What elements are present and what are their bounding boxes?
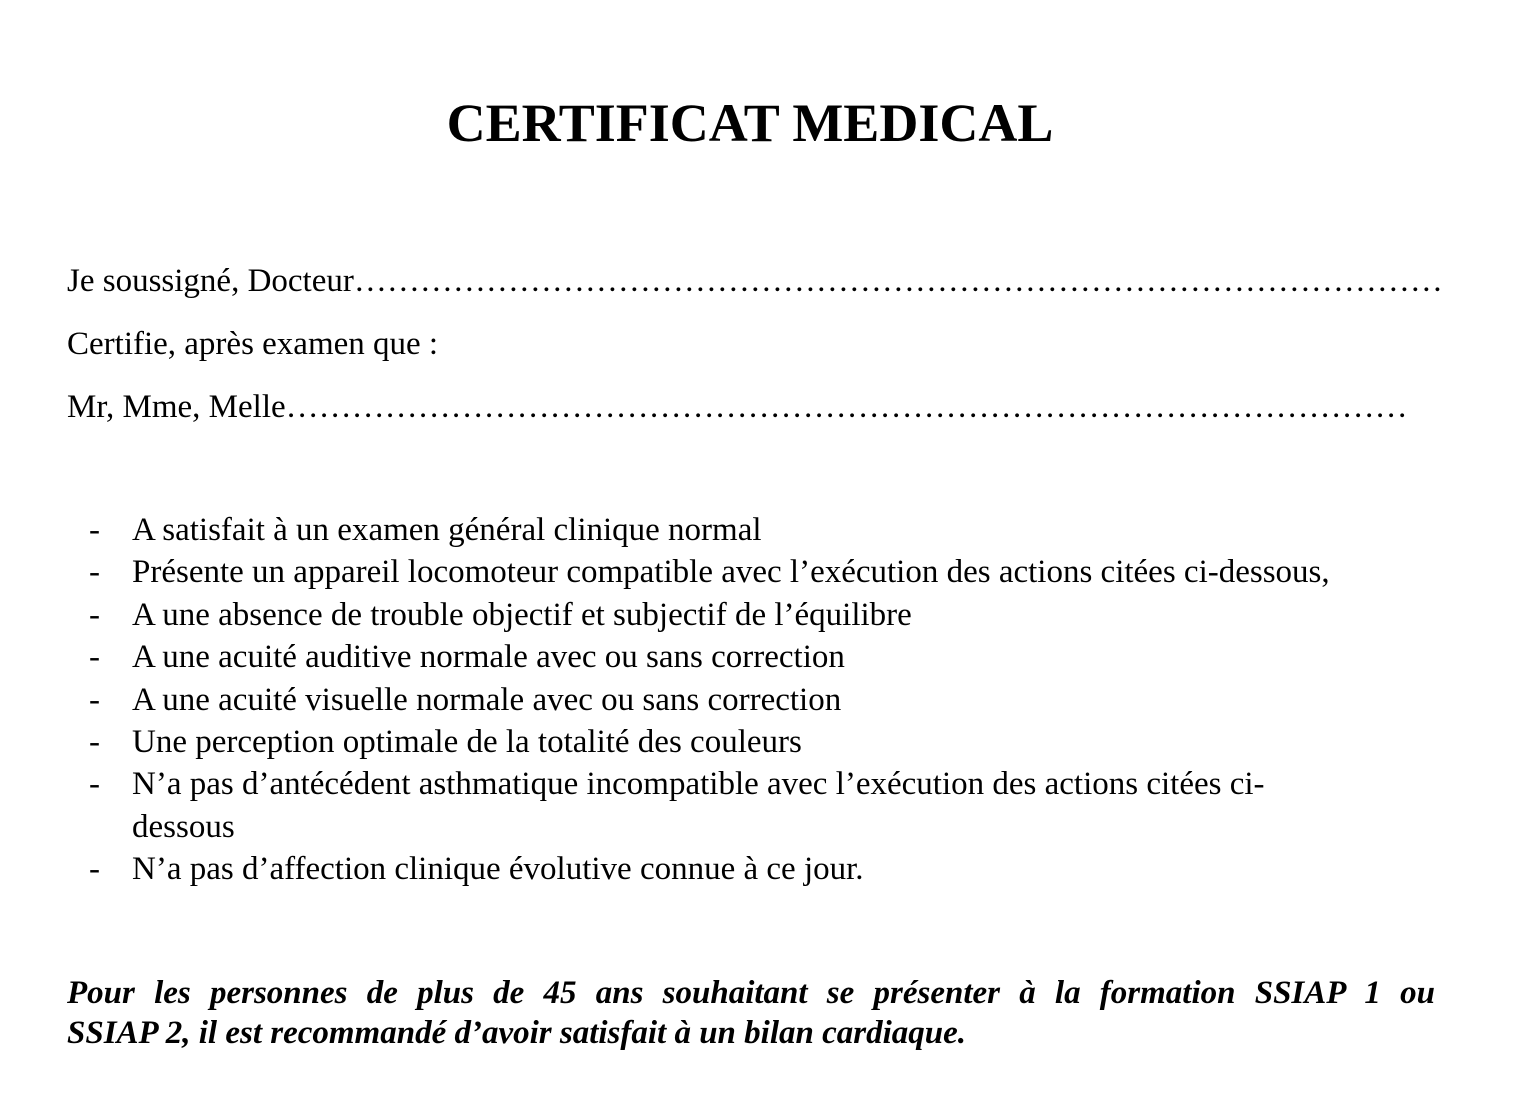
conditions-list: [0, 509, 1330, 891]
list-bullet: -: [89, 681, 100, 718]
list-item-text: N’a pas d’antécédent asthmatique incompatible avec l’exécution des actions citées ci-: [132, 766, 1265, 803]
list-item: [0, 509, 1330, 551]
list-item-text: Une perception optimale de la totalité des couleurs: [132, 724, 802, 761]
list-item-text: Présente un appareil locomoteur compatible avec l’exécution des actions citées ci-dessous,: [132, 554, 1330, 591]
list-item-text: N’a pas d’affection clinique évolutive connue à ce jour.: [132, 851, 864, 888]
list-item: [0, 763, 1330, 848]
list-bullet: -: [89, 724, 100, 761]
list-item-text: A satisfait à un examen général clinique normal: [132, 512, 762, 548]
document-title: CERTIFICAT MEDICAL: [446, 93, 1054, 153]
patient-label: Mr, Mme, Melle: [67, 389, 286, 425]
list-item: [0, 551, 1330, 593]
list-item-text: A une acuité auditive normale avec ou sans correction: [132, 639, 845, 676]
list-item-text: A une absence de trouble objectif et subjectif de l’équilibre: [132, 596, 912, 633]
certifie-line: Certifie, après examen que :: [67, 326, 439, 362]
note-line-1: Pour les personnes de plus de 45 ans souhaitant se présenter à la formation SSIAP 1 ou: [67, 975, 1435, 1011]
list-bullet: -: [89, 851, 100, 888]
list-item: [0, 848, 1330, 890]
doctor-label: Je soussigné, Docteur: [67, 263, 354, 299]
list-item-text: A une acuité visuelle normale avec ou sans correction: [132, 681, 842, 718]
doctor-field: [67, 261, 1443, 301]
cardiac-recommendation-note: [67, 973, 1435, 1053]
list-item-text-continuation: dessous: [132, 808, 235, 845]
list-item: [0, 594, 1330, 636]
list-item: [0, 721, 1330, 763]
list-item: [0, 679, 1330, 721]
list-bullet: -: [89, 554, 100, 591]
doctor-fill-dots: ………………………………………………………………………………………: [353, 263, 1443, 299]
list-bullet: -: [89, 596, 100, 633]
list-bullet: -: [89, 639, 100, 676]
list-item: [0, 636, 1330, 678]
list-bullet: -: [89, 766, 100, 803]
note-line-2: SSIAP 2, il est recommandé d’avoir satisfait à un bilan cardiaque.: [67, 1015, 967, 1051]
patient-field: [67, 387, 1408, 427]
patient-fill-dots: …………………………………………………………………………………………: [285, 389, 1408, 425]
list-bullet: -: [89, 512, 100, 548]
